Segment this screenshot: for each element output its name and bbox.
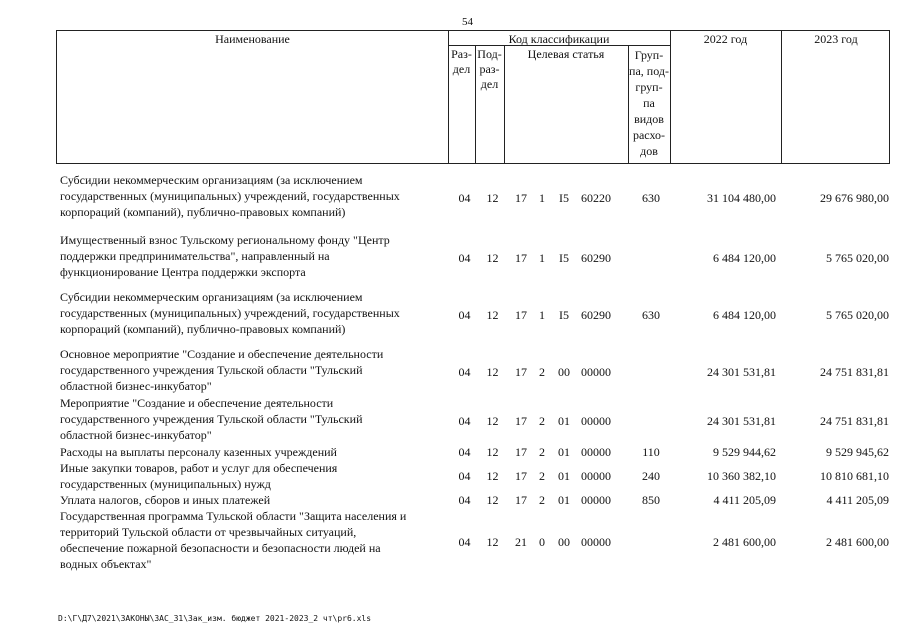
- row-target-1: 17: [515, 469, 527, 483]
- header-code: Код классификации: [508, 32, 610, 46]
- row-target-3: I5: [559, 308, 569, 322]
- row-razdel: 04: [458, 445, 471, 459]
- row-name: Уплата налогов, сборов и иных платежей: [60, 493, 271, 507]
- row-razdel: 04: [458, 493, 471, 507]
- row-target-4: 60290: [581, 308, 611, 322]
- row-target-2: 1: [539, 308, 545, 322]
- row-group: 630: [642, 191, 660, 205]
- row-group: 850: [642, 493, 660, 507]
- row-target-1: 21: [515, 535, 527, 549]
- row-2023: 2 481 600,00: [826, 535, 889, 549]
- row-target-2: 2: [539, 365, 545, 379]
- row-target-3: 01: [558, 445, 570, 459]
- row-target-3: 01: [558, 493, 570, 507]
- row-target-3: 01: [558, 469, 570, 483]
- row-podrazdel: 12: [486, 535, 499, 549]
- row-razdel: 04: [458, 365, 471, 379]
- row-target-1: 17: [515, 365, 527, 379]
- row-2023: 29 676 980,00: [820, 191, 889, 205]
- row-target-1: 17: [515, 445, 527, 459]
- row-target-2: 2: [539, 445, 545, 459]
- row-target-3: 00: [558, 365, 570, 379]
- row-2022: 2 481 600,00: [713, 535, 776, 549]
- row-name: Расходы на выплаты персоналу казенных учреждений: [60, 445, 337, 459]
- row-target-2: 2: [539, 469, 545, 483]
- row-2023: 9 529 945,62: [826, 445, 889, 459]
- row-group: 630: [642, 308, 660, 322]
- header-razdel: Раз- дел: [451, 47, 472, 76]
- row-razdel: 04: [458, 535, 471, 549]
- row-name: Мероприятие "Создание и обеспечение деятельности государственного учреждения Тульской области "Тульский областной бизнес-инкубатор": [60, 396, 363, 442]
- row-name: Субсидии некоммерческим организациям (за исключением государственных (муниципальных) учреждений, государственных корпораций (компаний), публично-правовых компаний): [60, 290, 400, 336]
- row-razdel: 04: [458, 251, 471, 265]
- row-2022: 4 411 205,09: [713, 493, 776, 507]
- row-name: Основное мероприятие "Создание и обеспечение деятельности государственного учреждения Тульской области "Тульский областной бизнес-инкубатор": [60, 347, 384, 393]
- row-target-4: 60290: [581, 251, 611, 265]
- header-target: Целевая статья: [527, 47, 605, 61]
- row-2023: 5 765 020,00: [826, 308, 889, 322]
- row-target-2: 0: [539, 535, 545, 549]
- row-podrazdel: 12: [486, 414, 499, 428]
- row-target-1: 17: [515, 251, 527, 265]
- row-target-4: 00000: [581, 535, 611, 549]
- row-razdel: 04: [458, 414, 471, 428]
- row-razdel: 04: [458, 191, 471, 205]
- row-2022: 6 484 120,00: [713, 308, 776, 322]
- row-target-2: 2: [539, 414, 545, 428]
- row-target-4: 60220: [581, 191, 611, 205]
- row-target-2: 2: [539, 493, 545, 507]
- row-target-1: 17: [515, 493, 527, 507]
- row-2022: 10 360 382,10: [707, 469, 776, 483]
- row-2022: 31 104 480,00: [707, 191, 776, 205]
- row-target-3: 00: [558, 535, 570, 549]
- row-razdel: 04: [458, 308, 471, 322]
- row-target-1: 17: [515, 308, 527, 322]
- row-target-4: 00000: [581, 365, 611, 379]
- row-target-4: 00000: [581, 414, 611, 428]
- row-name: Субсидии некоммерческим организациям (за исключением государственных (муниципальных) учреждений, государственных корпораций (компаний), публично-правовых компаний): [60, 173, 400, 219]
- header-name: Наименование: [215, 32, 290, 46]
- table-header: [56, 30, 890, 164]
- header-2022: 2022 год: [703, 32, 748, 46]
- row-podrazdel: 12: [486, 251, 499, 265]
- row-target-3: 01: [558, 414, 570, 428]
- row-2022: 9 529 944,62: [713, 445, 776, 459]
- row-podrazdel: 12: [486, 191, 499, 205]
- row-podrazdel: 12: [486, 365, 499, 379]
- row-2022: 24 301 531,81: [707, 365, 776, 379]
- row-group: 110: [642, 445, 660, 459]
- row-target-4: 00000: [581, 469, 611, 483]
- row-target-1: 17: [515, 414, 527, 428]
- row-podrazdel: 12: [486, 445, 499, 459]
- row-podrazdel: 12: [486, 308, 499, 322]
- file-path-footer: D:\Г\Д7\2021\ЗАКОНЫ\ЗАС_31\Зак_изм. бюджет 2021-2023_2 чт\pr6.xls: [58, 614, 372, 623]
- row-name: Иные закупки товаров, работ и услуг для обеспечения государственных (муниципальных) нужд: [60, 461, 338, 491]
- row-target-3: I5: [559, 251, 569, 265]
- row-group: 240: [642, 469, 660, 483]
- row-2023: 24 751 831,81: [820, 414, 889, 428]
- header-group: Груп- па, под- груп- па видов расхо- дов: [629, 48, 669, 158]
- header-2023: 2023 год: [814, 32, 858, 46]
- row-2022: 24 301 531,81: [707, 414, 776, 428]
- row-target-1: 17: [515, 191, 527, 205]
- row-podrazdel: 12: [486, 493, 499, 507]
- row-target-2: 1: [539, 251, 545, 265]
- row-target-2: 1: [539, 191, 545, 205]
- row-podrazdel: 12: [486, 469, 499, 483]
- row-2022: 6 484 120,00: [713, 251, 776, 265]
- row-2023: 5 765 020,00: [826, 251, 889, 265]
- row-target-3: I5: [559, 191, 569, 205]
- row-name: Имущественный взнос Тульскому региональному фонду "Центр поддержки предпринимательства", направленный на функционирование Центра поддержки экспорта: [60, 233, 390, 279]
- row-target-4: 00000: [581, 493, 611, 507]
- row-2023: 24 751 831,81: [820, 365, 889, 379]
- page-number: 54: [462, 16, 473, 28]
- row-target-4: 00000: [581, 445, 611, 459]
- header-podrazdel: Под- раз- дел: [477, 47, 502, 91]
- row-2023: 4 411 205,09: [826, 493, 889, 507]
- row-2023: 10 810 681,10: [820, 469, 889, 483]
- row-razdel: 04: [458, 469, 471, 483]
- row-name: Государственная программа Тульской области "Защита населения и территорий Тульской области от чрезвычайных ситуаций, обеспечение пожарной безопасности и безопасности людей на водных объектах": [60, 509, 407, 571]
